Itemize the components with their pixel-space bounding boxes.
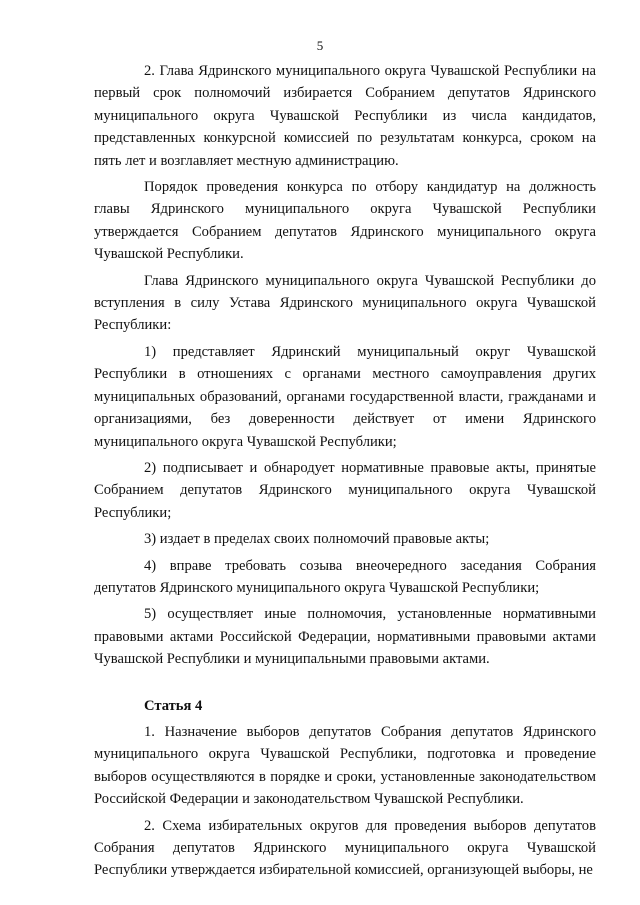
paragraph: 2) подписывает и обнародует нормативные правовые акты, принятые Собранием депутатов Ядринского муниципального округа Чувашской Республики; (94, 459, 596, 521)
document-body (94, 60, 596, 886)
paragraph: 3) издает в пределах своих полномочий правовые акты; (144, 531, 490, 548)
paragraph: 1) представляет Ядринский муниципальный округ Чувашской Республики в отношениях с органами местного самоуправления других муниципальных образований, органами государственной власти, гражданами и организациями, без доверенности действует от имени Ядринского муниципального округа Чувашской Республики; (94, 343, 596, 450)
paragraph: Порядок проведения конкурса по отбору кандидатур на должность главы Ядринского муниципального округа Чувашской Республики утверждается Собранием депутатов Ядринского муниципального округа Чувашской Республики. (94, 179, 596, 263)
paragraph: 1. Назначение выборов депутатов Собрания депутатов Ядринского муниципального округа Чувашской Республики, подготовка и проведение выборов осуществляются в порядке и сроки, установленные законодательством Российской Федерации и законодательством Чувашской Республики. (94, 723, 596, 808)
paragraph: 5) осуществляет иные полномочия, установленные нормативными правовыми актами Российской Федерации, нормативными правовыми актами Чувашской Республики и муниципальными правовыми актами. (94, 606, 596, 668)
page-number: 5 (316, 38, 324, 53)
paragraph: 2. Глава Ядринского муниципального округа Чувашской Республики на первый срок полномочий избирается Собранием депутатов Ядринского муниципального округа Чувашской Республики из числа кандидатов, представленных конкурсной комиссией по результатам конкурса, сроком на пять лет и возглавляет местную администрацию. (94, 63, 596, 169)
paragraph: 2. Схема избирательных округов для проведения выборов депутатов Собрания депутатов Ядринского муниципального округа Чувашской Республики утверждается избирательной комиссией, организующей выборы, не (94, 817, 596, 879)
paragraph: 4) вправе требовать созыва внеочередного заседания Собрания депутатов Ядринского муниципального округа Чувашской Республики; (94, 557, 596, 596)
article-heading: Статья 4 (144, 697, 203, 714)
paragraph: Глава Ядринского муниципального округа Чувашской Республики до вступления в силу Устава Ядринского муниципального округа Чувашской Республики: (94, 272, 596, 334)
